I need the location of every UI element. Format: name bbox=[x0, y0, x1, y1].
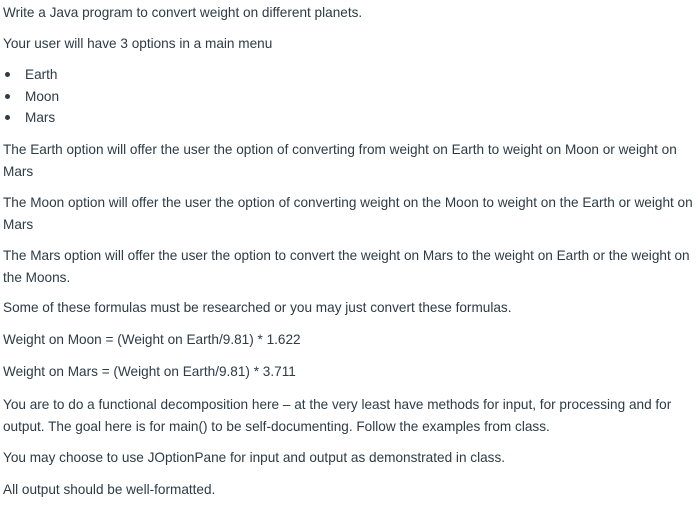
bullet-icon bbox=[5, 72, 10, 77]
joptionpane-note: You may choose to use JOptionPane for input and output as demonstrated in class. bbox=[3, 450, 506, 465]
moon-option-description: The Moon option will offer the user the option of converting weight on the Moon to weight on the Earth or weight on Mars bbox=[3, 195, 693, 232]
option-label: Moon bbox=[25, 88, 60, 104]
earth-option-description: The Earth option will offer the user the option of converting from weight on Earth to weight on Moon or weight on Mars bbox=[3, 142, 677, 179]
moon-formula: Weight on Moon = (Weight on Earth/9.81) * 1.622 bbox=[3, 332, 301, 347]
mars-formula: Weight on Mars = (Weight on Earth/9.81) * 3.711 bbox=[3, 364, 296, 379]
list-item-moon bbox=[3, 86, 59, 108]
assignment-title-line: Write a Java program to convert weight on different planets. bbox=[3, 5, 363, 20]
bullet-icon bbox=[5, 115, 10, 120]
list-item-mars bbox=[3, 107, 59, 129]
menu-intro-text: Your user will have 3 options in a main menu bbox=[3, 36, 273, 51]
decomposition-requirement: You are to do a functional decomposition here – at the very least have methods for input, for processing and for output. The goal here is for main() to be self-documenting. Follow the examples from class. bbox=[3, 397, 672, 434]
menu-options-list bbox=[3, 64, 59, 129]
option-label: Earth bbox=[25, 67, 58, 82]
option-label: Mars bbox=[25, 110, 56, 125]
output-format-note: All output should be well-formatted. bbox=[3, 482, 216, 497]
bullet-icon bbox=[5, 94, 10, 99]
mars-option-description: The Mars option will offer the user the option to convert the weight on Mars to the weight on Earth or the weight on the Moons. bbox=[3, 248, 690, 285]
list-item-earth bbox=[3, 64, 59, 86]
research-note: Some of these formulas must be researched or you may just convert these formulas. bbox=[3, 300, 512, 315]
